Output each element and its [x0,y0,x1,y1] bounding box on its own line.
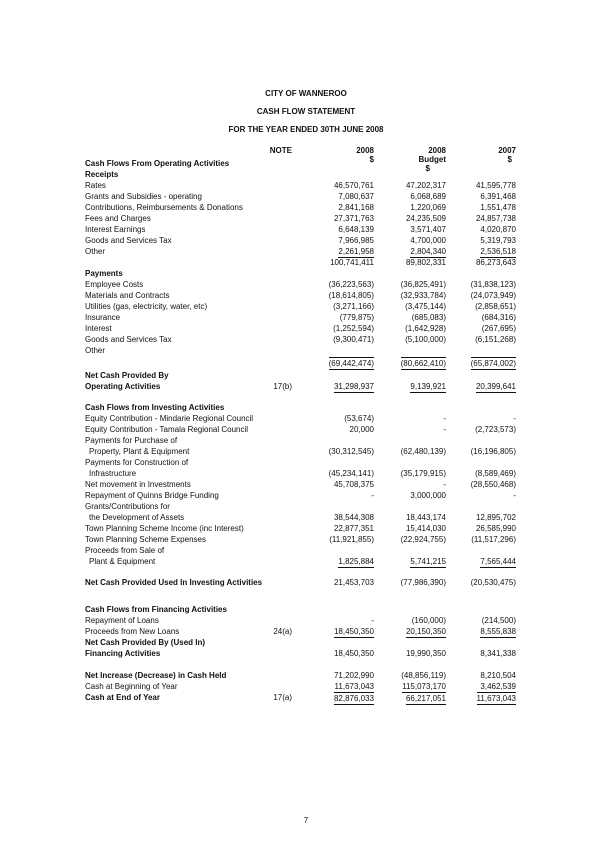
row-label: Payments [85,269,123,278]
value-2007: (6,151,268) [475,335,516,344]
value-2008: 46,570,761 [333,181,374,190]
table-row [0,402,612,413]
table-row [0,169,612,180]
value-budget-2008: (22,924,755) [400,535,446,544]
value-budget-2008: - [443,425,446,434]
value-budget-2008: 19,990,350 [405,649,446,658]
row-label: Net Increase (Decrease) in Cash Held [85,671,227,680]
value-budget-2008: (1,642,928) [405,324,446,333]
table-row [0,670,612,681]
value-2007: - [513,491,516,500]
value-2008: (18,614,805) [328,291,374,300]
row-label: Employee Costs [85,280,144,289]
value-2007: 24,857,738 [475,214,516,223]
table-row [0,323,612,334]
row-label: Cash at Beginning of Year [85,682,178,691]
table-row [0,637,612,648]
value-2007: 7,565,444 [480,557,516,566]
value-2008: 18,450,350 [333,627,374,636]
value-2008: 21,453,703 [333,578,374,587]
value-budget-2008: 3,571,407 [410,225,446,234]
row-label: Fees and Charges [85,214,151,223]
table-row [0,413,612,424]
table-row [0,681,612,692]
note-ref: 24(a) [273,627,292,636]
row-label: Goods and Services Tax [85,236,172,245]
table-row [0,615,612,626]
table-row [0,301,612,312]
col-budget-unit: $ [425,164,430,173]
table-row [0,246,612,257]
col-2007-year: 2007 [498,146,516,155]
value-2007: (20,530,475) [470,578,516,587]
value-2008: 1,825,884 [338,557,374,566]
value-2007: 8,210,504 [480,671,516,680]
value-2007: (24,073,949) [470,291,516,300]
value-2008: (36,223,563) [328,280,374,289]
table-row [0,290,612,301]
value-2008: (11,921,855) [329,535,374,544]
value-budget-2008: 20,150,350 [405,627,446,636]
value-budget-2008: 89,802,331 [405,258,446,267]
table-row [0,457,612,468]
table-row [0,268,612,279]
row-label: Materials and Contracts [85,291,170,300]
value-budget-2008: - [443,480,446,489]
value-budget-2008: (160,000) [411,616,446,625]
value-2007: (684,316) [481,313,516,322]
value-2007: (214,500) [481,616,516,625]
value-2007: 3,462,539 [480,682,516,691]
value-2008: 7,966,985 [338,236,374,245]
value-2007: 86,273,643 [475,258,516,267]
value-2007: 4,020,870 [480,225,516,234]
value-2007: 11,673,043 [476,694,516,703]
row-label: Utilities (gas, electricity, water, etc) [85,302,208,311]
row-label: Proceeds from New Loans [85,627,180,636]
value-2008: (30,312,545) [328,447,374,456]
value-2007: - [513,414,516,423]
value-budget-2008: (77,986,390) [400,578,446,587]
row-label: Interest [85,324,112,333]
row-label: the Development of Assets [89,513,185,522]
value-2008: 31,298,937 [333,382,374,391]
org-title: CITY OF WANNEROO [265,89,347,98]
row-label: Infrastructure [89,469,137,478]
table-row [0,345,612,356]
value-2008: (1,252,594) [333,324,374,333]
value-2008: 20,000 [349,425,374,434]
value-2008: 2,261,958 [338,247,374,256]
row-label: Town Planning Scheme Expenses [85,535,206,544]
row-label: Rates [85,181,106,190]
table-row [0,224,612,235]
table-row [0,235,612,246]
table-row [0,334,612,345]
row-label: Cash Flows from Financing Activities [85,605,227,614]
value-budget-2008: (36,825,491) [400,280,446,289]
value-budget-2008: 2,804,340 [410,247,446,256]
row-label: Receipts [85,170,119,179]
value-2008: (69,442,474) [328,359,374,368]
value-2008: (45,234,141) [328,469,374,478]
row-label: Town Planning Scheme Income (inc Interest) [85,524,244,533]
col-budget-label: Budget [418,155,446,164]
table-row [0,158,612,169]
table-row [0,577,612,588]
row-label: Cash Flows From Operating Activities [85,159,230,168]
value-2008: (3,271,166) [333,302,374,311]
table-row [0,604,612,615]
table-row [0,370,612,381]
value-2007: 20,399,641 [475,382,516,391]
value-2007: 26,585,990 [475,524,516,533]
value-2007: 12,895,702 [475,513,516,522]
row-label: Operating Activities [85,382,161,391]
value-budget-2008: 47,202,317 [405,181,446,190]
row-label: Payments for Construction of [85,458,189,467]
value-2008: (9,300,471) [333,335,374,344]
col-2007-unit: $ [507,155,512,164]
col-2008-unit: $ [369,155,374,164]
value-budget-2008: (3,475,144) [405,302,446,311]
value-2008: 38,544,308 [333,513,374,522]
value-budget-2008: (5,100,000) [405,335,446,344]
table-row [0,213,612,224]
table-row [0,312,612,323]
table-row [0,357,612,368]
table-row [0,512,612,523]
statement-title: CASH FLOW STATEMENT [256,107,356,116]
value-2008: 11,673,043 [334,682,374,691]
table-row [0,279,612,290]
row-label: Net movement in Investments [85,480,191,489]
value-budget-2008: 9,139,921 [410,382,446,391]
row-label: Property, Plant & Equipment [89,447,190,456]
value-2007: (11,517,296) [471,535,516,544]
note-ref: 17(b) [273,382,292,391]
value-2007: 2,536,518 [480,247,516,256]
table-row [0,556,612,567]
value-2007: (2,858,651) [475,302,516,311]
value-2007: (8,589,469) [475,469,516,478]
value-2008: 27,371,763 [333,214,374,223]
value-budget-2008: (62,480,139) [400,447,446,456]
value-2007: 5,319,793 [480,236,516,245]
table-row [0,501,612,512]
table-row [0,257,612,268]
table-row [0,180,612,191]
value-2008: 82,876,033 [333,694,374,703]
row-label: Cash Flows from Investing Activities [85,403,225,412]
value-budget-2008: 4,700,000 [410,236,446,245]
value-2007: 1,551,478 [480,203,516,212]
row-label: Cash at End of Year [85,693,160,702]
col-budget-year: 2008 [428,146,446,155]
row-label: Interest Earnings [85,225,146,234]
value-2008: 45,708,375 [333,480,374,489]
table-row [0,191,612,202]
row-label: Insurance [85,313,121,322]
value-2008: 22,877,351 [333,524,374,533]
value-budget-2008: 5,741,215 [410,557,446,566]
period-title: FOR THE YEAR ENDED 30TH JUNE 2008 [228,125,384,134]
table-row [0,381,612,392]
row-label: Plant & Equipment [89,557,156,566]
row-label: Other [85,247,106,256]
value-2007: 6,391,468 [480,192,516,201]
row-label: Payments for Purchase of [85,436,178,445]
row-label: Repayment of Quinns Bridge Funding [85,491,219,500]
table-row [0,692,612,703]
value-budget-2008: (48,856,119) [401,671,446,680]
value-2008: (779,875) [339,313,374,322]
value-2008: 71,202,990 [333,671,374,680]
value-2008: 6,648,139 [338,225,374,234]
value-2008: - [371,616,374,625]
value-budget-2008: (32,933,784) [400,291,446,300]
table-row [0,523,612,534]
row-label: Contributions, Reimbursements & Donations [85,203,243,212]
value-budget-2008: (685,083) [411,313,446,322]
row-label: Net Cash Provided By [85,371,169,380]
value-budget-2008: (35,179,915) [400,469,446,478]
col-2008-year: 2008 [356,146,374,155]
row-label: Grants and Subsidies - operating [85,192,202,201]
row-label: Equity Contribution - Tamala Regional Council [85,425,249,434]
value-2007: (28,550,468) [470,480,516,489]
value-2008: 100,741,411 [330,258,374,267]
value-budget-2008: 3,000,000 [410,491,446,500]
row-label: Proceeds from Sale of [85,546,165,555]
value-2007: 41,595,778 [475,181,516,190]
table-row [0,648,612,659]
row-label: Net Cash Provided By (Used In) [85,638,206,647]
note-column-header: NOTE [269,146,292,155]
value-2007: (16,196,805) [470,447,516,456]
value-budget-2008: 18,443,174 [405,513,446,522]
value-2008: 2,841,168 [338,203,374,212]
row-label: Repayment of Loans [85,616,159,625]
value-2008: 7,080,637 [338,192,374,201]
value-budget-2008: 15,414,030 [405,524,446,533]
row-label: Financing Activities [85,649,161,658]
value-budget-2008: 66,217,051 [405,694,446,703]
value-2007: (2,723,573) [475,425,516,434]
value-budget-2008: - [443,414,446,423]
value-2007: 8,555,838 [480,627,516,636]
table-row [0,626,612,637]
value-2007: (65,874,002) [470,359,516,368]
table-row [0,534,612,545]
value-budget-2008: (80,662,410) [400,359,446,368]
table-row [0,545,612,556]
value-budget-2008: 115,073,170 [402,682,446,691]
page-number: 7 [303,816,309,825]
table-row [0,435,612,446]
table-row [0,424,612,435]
value-2007: (31,838,123) [470,280,516,289]
value-2008: 18,450,350 [333,649,374,658]
row-label: Goods and Services Tax [85,335,172,344]
value-2007: (267,695) [481,324,516,333]
table-row [0,479,612,490]
row-label: Other [85,346,106,355]
row-label: Equity Contribution - Mindarie Regional Council [85,414,254,423]
row-label: Net Cash Provided Used In Investing Activities [85,578,263,587]
table-row [0,446,612,457]
value-2008: (53,674) [344,414,374,423]
value-budget-2008: 6,068,689 [410,192,446,201]
note-ref: 17(a) [273,693,292,702]
value-2007: 8,341,338 [480,649,516,658]
row-label: Grants/Contributions for [85,502,170,511]
value-2008: - [371,491,374,500]
value-budget-2008: 24,235,509 [405,214,446,223]
table-row [0,202,612,213]
table-row [0,468,612,479]
value-budget-2008: 1,220,069 [410,203,446,212]
table-row [0,490,612,501]
